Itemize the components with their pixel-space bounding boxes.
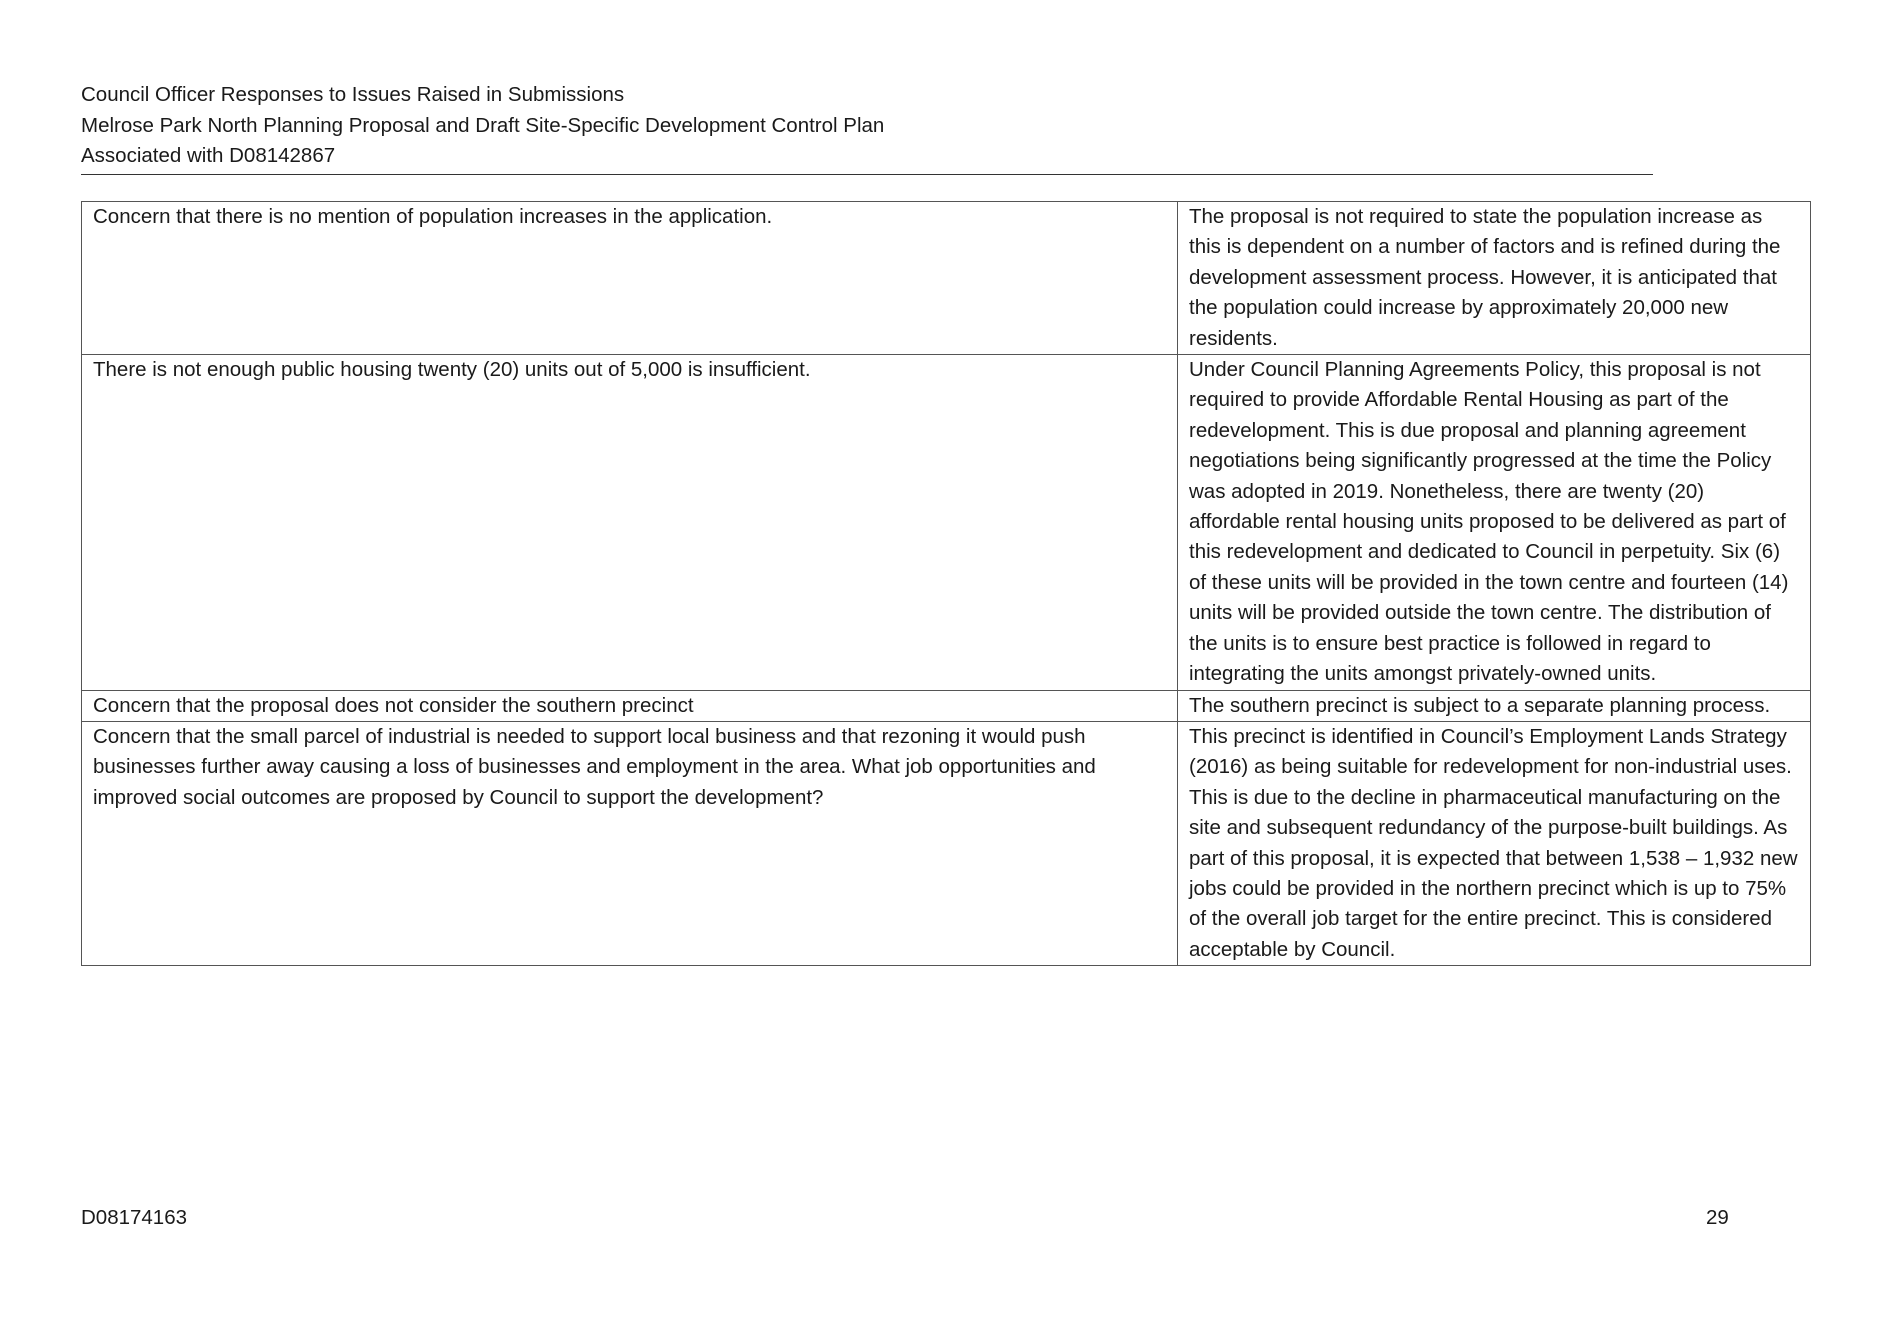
header-reference: Associated with D08142867	[81, 144, 336, 167]
issue-cell: Concern that there is no mention of population increases in the application.	[82, 202, 1178, 355]
issue-cell: Concern that the proposal does not consider the southern precinct	[82, 690, 1178, 721]
responses-table	[81, 201, 1811, 966]
footer-document-id: D08174163	[81, 1206, 188, 1229]
issue-cell: Concern that the small parcel of industrial is needed to support local business and that rezoning it would push businesses further away causing a loss of businesses and employment in the area. What job opportunities and improved social outcomes are proposed by Council to support the development?	[82, 721, 1178, 965]
header-subtitle: Melrose Park North Planning Proposal and Draft Site-Specific Development Control Plan	[81, 113, 885, 137]
header-title: Council Officer Responses to Issues Raised in Submissions	[81, 83, 625, 106]
issue-cell: There is not enough public housing twenty (20) units out of 5,000 is insufficient.	[82, 355, 1178, 690]
response-cell: This precinct is identified in Council’s Employment Lands Strategy (2016) as being suitable for redevelopment for non-industrial uses. This is due to the decline in pharmaceutical manufacturing on the site and subsequent redundancy of the purpose-built buildings. As part of this proposal, it is expected that between 1,538 – 1,932 new jobs could be provided in the northern precinct which is up to 75% of the overall job target for the entire precinct. This is considered acceptable by Council.	[1178, 721, 1811, 965]
page-header	[81, 80, 1653, 175]
response-cell: The proposal is not required to state the population increase as this is dependent on a number of factors and is refined during the development assessment process. However, it is anticipated that the population could increase by approximately 20,000 new residents.	[1178, 202, 1811, 355]
table-row	[82, 721, 1811, 965]
table-row	[82, 202, 1811, 355]
table-row	[82, 355, 1811, 690]
footer-page-number: 29	[1706, 1206, 1729, 1229]
table-row	[82, 690, 1811, 721]
response-cell: The southern precinct is subject to a separate planning process.	[1178, 690, 1811, 721]
response-cell: Under Council Planning Agreements Policy, this proposal is not required to provide Affordable Rental Housing as part of the redevelopment. This is due proposal and planning agreement negotiations being significantly progressed at the time the Policy was adopted in 2019. Nonetheless, there are twenty (20) affordable rental housing units proposed to be delivered as part of this redevelopment and dedicated to Council in perpetuity. Six (6) of these units will be provided in the town centre and fourteen (14) units will be provided outside the town centre. The distribution of the units is to ensure best practice is followed in regard to integrating the units amongst privately-owned units.	[1178, 355, 1811, 690]
